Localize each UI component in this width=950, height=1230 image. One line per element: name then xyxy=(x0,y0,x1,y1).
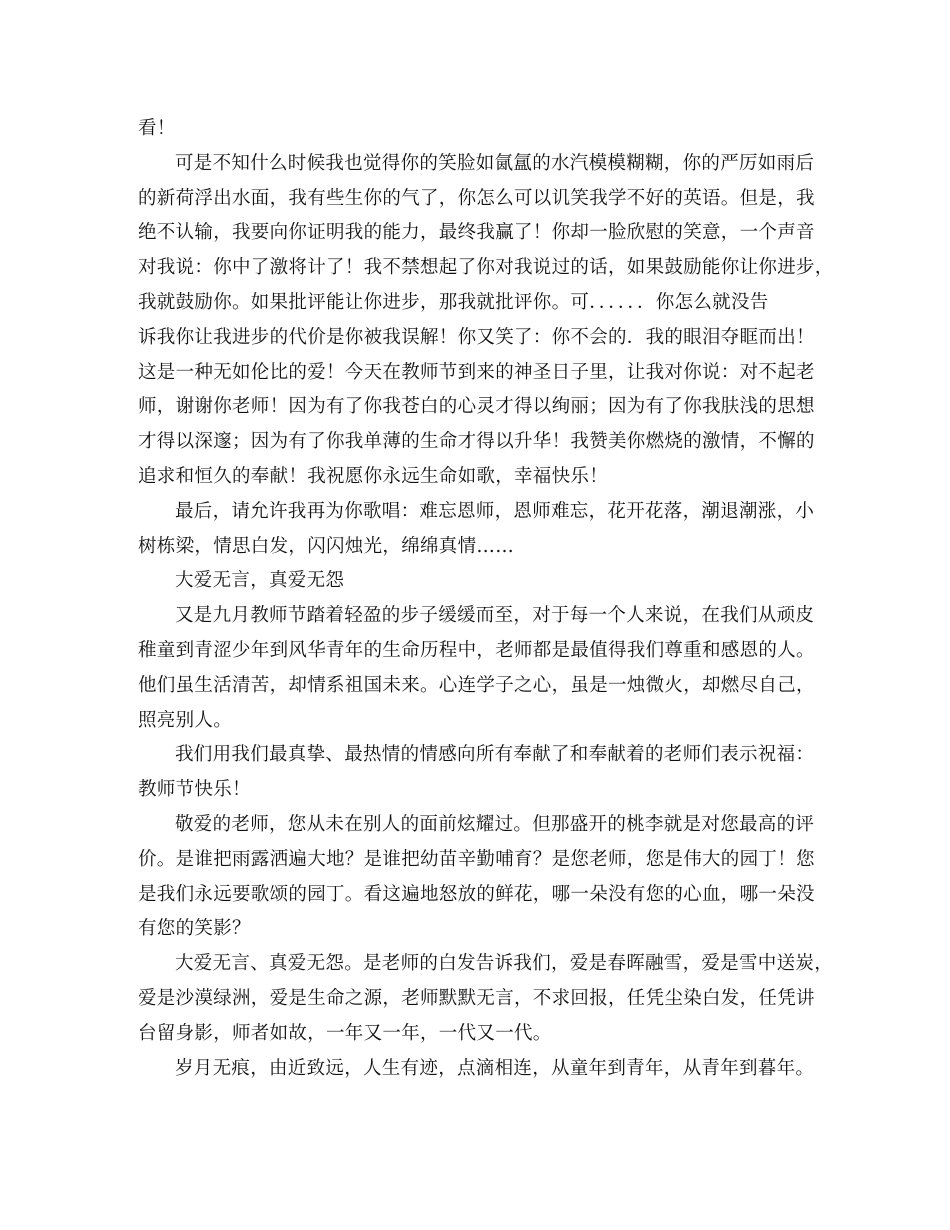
paragraph xyxy=(138,738,814,808)
text-line: 大爱无言、真爱无怨。是老师的白发告诉我们，爱是春晖融雪，爱是雪中送炭， xyxy=(175,953,834,975)
paragraph xyxy=(138,564,814,599)
text-line: 我们用我们最真挚、最热情的情感向所有奉献了和奉献着的老师们表示祝福： xyxy=(175,744,815,766)
text-line: 的新荷浮出水面，我有些生你的气了，你怎么可以讥笑我学不好的英语。但是，我 xyxy=(138,187,815,209)
text-line: 又是九月教师节踏着轻盈的步子缓缓而至，对于每一个人来说，在我们从顽皮 xyxy=(175,605,815,627)
text-line: 可是不知什么时候我也觉得你的笑脸如氤氲的水汽模模糊糊，你的严厉如雨后 xyxy=(175,152,815,174)
paragraph xyxy=(138,1052,814,1087)
text-line: 台留身影，师者如故，一年又一年，一代又一代。 xyxy=(138,1022,552,1044)
text-line: 稚童到青涩少年到风华青年的生命历程中，老师都是最值得我们尊重和感恩的人。 xyxy=(138,639,815,661)
paragraph xyxy=(138,495,814,565)
paragraph xyxy=(138,147,834,495)
text-line: 追求和恒久的奉献！我祝愿你永远生命如歌，幸福快乐！ xyxy=(138,465,609,487)
text-line: 爱是沙漠绿洲，爱是生命之源，老师默默无言，不求回报，任凭尘染白发，任凭讲 xyxy=(138,987,815,1009)
text-line: 才得以深邃；因为有了你我单薄的生命才得以升华！我赞美你燃烧的激情，不懈的 xyxy=(138,431,815,453)
text-line: 照亮别人。 xyxy=(138,709,233,731)
text-line: 大爱无言，真爱无怨 xyxy=(175,570,345,592)
paragraph xyxy=(138,808,814,947)
text-line: 有您的笑影？ xyxy=(138,918,251,940)
paragraph xyxy=(138,112,814,147)
paragraph xyxy=(138,947,834,1051)
text-line: 岁月无痕，由近致远，人生有迹，点滴相连，从童年到青年，从青年到暮年。 xyxy=(175,1057,815,1079)
text-line: 看！ xyxy=(138,118,176,139)
text-line: 我就鼓励你。如果批评能让你进步，那我就批评你。可．．．．．．你怎么就没告 xyxy=(138,291,769,313)
text-line: 敬爱的老师，您从未在别人的面前炫耀过。但那盛开的桃李就是对您最高的评 xyxy=(175,813,815,835)
text-line: 对我说：你中了激将计了！我不禁想起了你对我说过的话，如果鼓励能你让你进步， xyxy=(138,257,834,279)
text-line: 师，谢谢你老师！因为有了你我苍白的心灵才得以绚丽；因为有了你我肤浅的思想 xyxy=(138,396,815,418)
text-line: 绝不认输，我要向你证明我的能力，最终我赢了！你却一脸欣慰的笑意，一个声音 xyxy=(138,222,815,244)
text-line: 教师节快乐！ xyxy=(138,779,251,801)
text-line: 诉我你让我进步的代价是你被我误解！你又笑了：你不会的．我的眼泪夺眶而出！ xyxy=(138,326,815,348)
text-line: 价。是谁把雨露洒遍大地？是谁把幼苗辛勤哺育？是您老师，您是伟大的园丁！您 xyxy=(138,848,815,870)
document-body xyxy=(138,112,834,1086)
text-line: 最后，请允许我再为你歌唱：难忘恩师，恩师难忘，花开花落，潮退潮涨，小 xyxy=(175,500,815,522)
text-line: 这是一种无如伦比的爱！今天在教师节到来的神圣日子里，让我对你说：对不起老 xyxy=(138,361,815,383)
paragraph xyxy=(138,599,814,738)
text-line: 是我们永远要歌颂的园丁。看这遍地怒放的鲜花，哪一朵没有您的心血，哪一朵没 xyxy=(138,883,815,905)
text-line: 他们虽生活清苦，却情系祖国未来。心连学子之心，虽是一烛微火，却燃尽自己， xyxy=(138,674,815,696)
text-line: 树栋梁，情思白发，闪闪烛光，绵绵真情…… xyxy=(138,535,515,557)
